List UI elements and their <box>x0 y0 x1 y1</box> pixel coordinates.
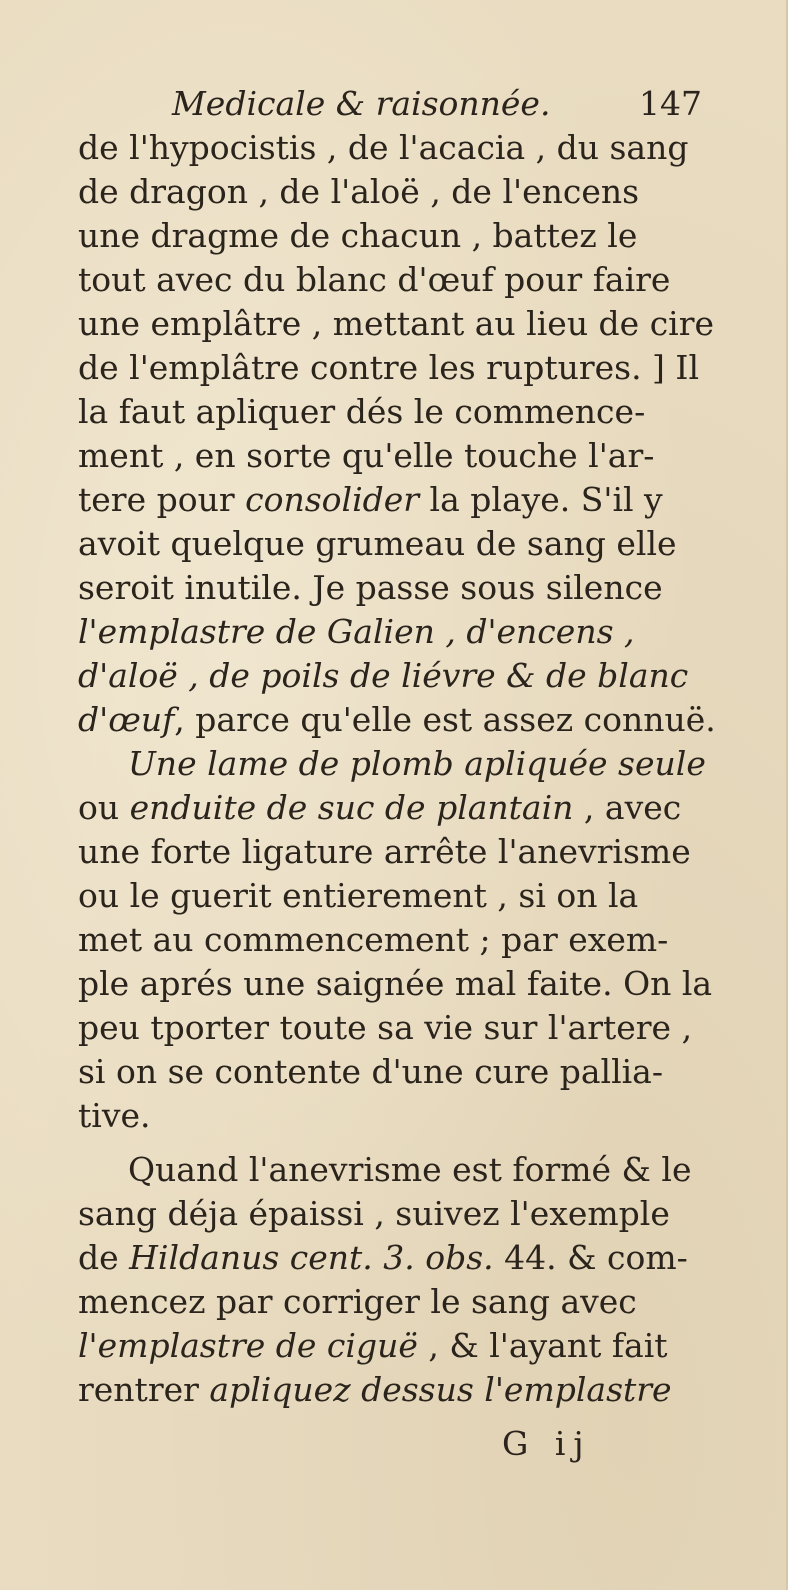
text-line: l'emplastre de ciguë , & l'ayant fait <box>78 1326 668 1365</box>
text-line: une forte ligature arrête l'anevrisme <box>78 832 691 871</box>
text-line: ou enduite de suc de plantain , avec <box>78 788 682 827</box>
text-line: Une lame de plomb apliquée seule <box>128 744 706 783</box>
text-line: la faut apliquer dés le commence- <box>78 392 646 431</box>
signature-mark: G ij <box>502 1424 592 1463</box>
text-line: de Hildanus cent. 3. obs. 44. & com- <box>78 1238 688 1277</box>
text-line: une dragme de chacun , battez le <box>78 216 638 255</box>
text-line: si on se contente d'une cure pallia- <box>78 1052 664 1091</box>
text-line: ment , en sorte qu'elle touche l'ar- <box>78 436 655 475</box>
text-line: une emplâtre , mettant au lieu de cire <box>78 304 715 343</box>
page-number: 147 <box>639 84 702 123</box>
text-line: avoit quelque grumeau de sang elle <box>78 524 677 563</box>
text-line: mencez par corriger le sang avec <box>78 1282 637 1321</box>
running-title: Medicale & raisonnée. <box>172 84 551 123</box>
text-line: d'aloë , de poils de liévre & de blanc <box>78 656 689 695</box>
text-line: de l'hypocistis , de l'acacia , du sang <box>78 128 689 167</box>
text-line: peu tporter toute sa vie sur l'artere , <box>78 1008 693 1047</box>
text-line: tive. <box>78 1096 151 1135</box>
text-line: d'œuf, parce qu'elle est assez connuë. <box>78 700 716 739</box>
text-line: sang déja épaissi , suivez l'exemple <box>78 1194 670 1233</box>
text-line: Quand l'anevrisme est formé & le <box>128 1150 692 1189</box>
running-header <box>172 84 702 124</box>
text-line: tout avec du blanc d'œuf pour faire <box>78 260 671 299</box>
text-line: tere pour consolider la playe. S'il y <box>78 480 663 519</box>
text-line: ou le guerit entierement , si on la <box>78 876 639 915</box>
text-line: met au commencement ; par exem- <box>78 920 669 959</box>
text-line: seroit inutile. Je passe sous silence <box>78 568 663 607</box>
text-line: rentrer apliquez dessus l'emplastre <box>78 1370 672 1409</box>
text-line: de l'emplâtre contre les ruptures. ] Il <box>78 348 700 387</box>
text-line: ple aprés une saignée mal faite. On la <box>78 964 713 1003</box>
text-line: de dragon , de l'aloë , de l'encens <box>78 172 640 211</box>
text-line: l'emplastre de Galien , d'encens , <box>78 612 635 651</box>
